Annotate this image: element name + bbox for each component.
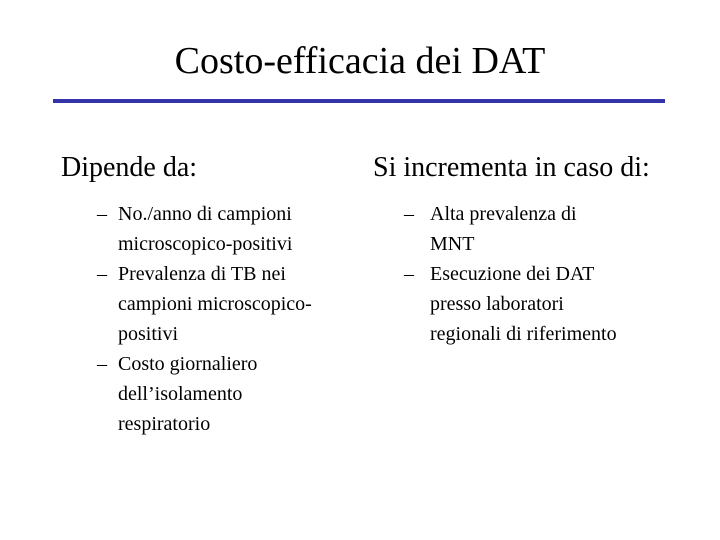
list-item-line: dell’isolamento [118,383,243,405]
list-item-line: presso laboratori [430,293,564,315]
title-divider [53,99,665,103]
list-item-line: regionali di riferimento [430,323,617,345]
slide-title: Costo-efficacia dei DAT [174,40,546,82]
list-item-line: Alta prevalenza di [430,203,577,225]
dash-bullet: – [97,263,107,285]
list-item-line: Costo giornaliero [118,353,258,375]
list-item-line: campioni microscopico- [118,293,312,315]
list-item [61,259,361,349]
list-item-line: No./anno di campioni [118,203,292,225]
left-column [61,151,361,439]
right-bullet-list [373,199,673,349]
list-item [373,199,673,259]
left-bullet-list [61,199,361,439]
list-item-line: Esecuzione dei DAT [430,263,595,285]
list-item [61,199,361,259]
left-column-heading: Dipende da: [61,152,198,183]
dash-bullet: – [97,203,107,225]
list-item-line: microscopico-positivi [118,233,293,255]
dash-bullet: – [404,263,414,285]
dash-bullet: – [97,353,107,375]
right-column-heading: Si incrementa in caso di: [373,152,650,183]
list-item-line: Prevalenza di TB nei [118,263,286,285]
dash-bullet: – [404,203,414,225]
list-item-line: MNT [430,233,475,255]
list-item-line: positivi [118,323,179,345]
right-column [373,151,673,349]
list-item [61,349,361,439]
list-item [373,259,673,349]
list-item-line: respiratorio [118,413,211,435]
